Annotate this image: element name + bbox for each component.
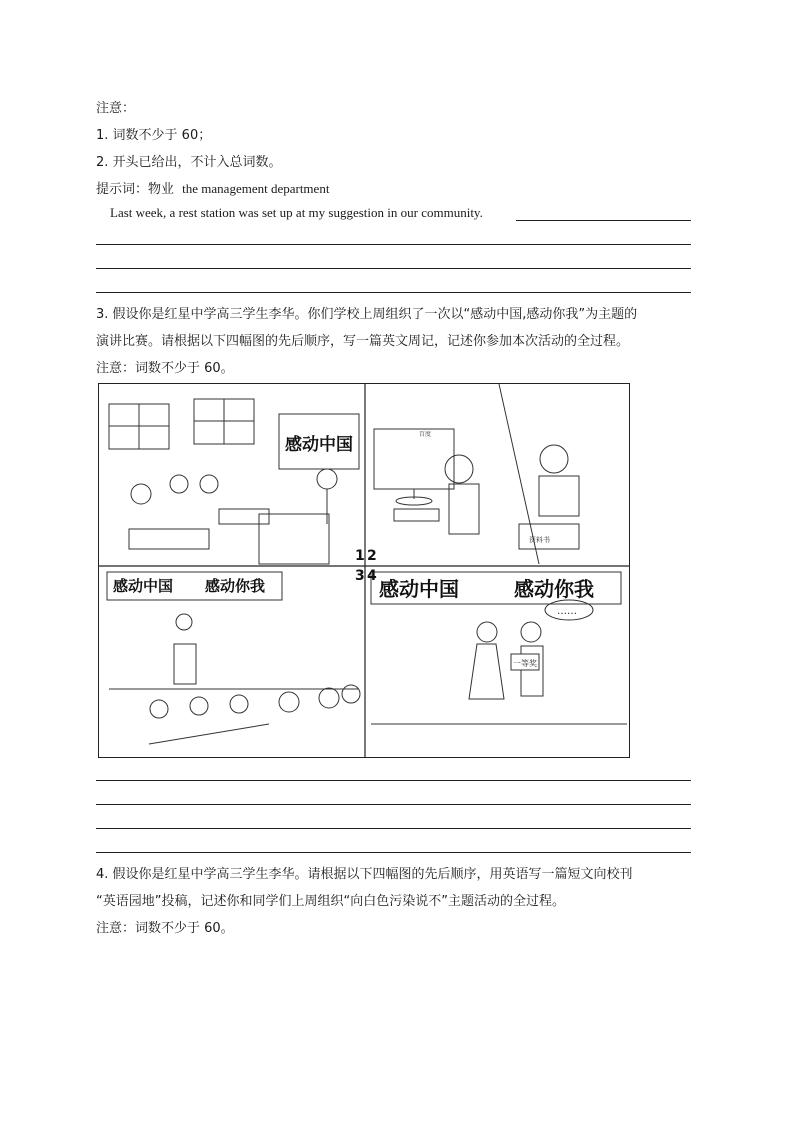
- banner-right: 感动你我: [205, 577, 266, 595]
- book-label: 资料书: [529, 536, 550, 544]
- answer-line[interactable]: [96, 852, 691, 853]
- comic-four-panels: [98, 383, 630, 758]
- answer-line[interactable]: [96, 804, 691, 805]
- opening-sentence: Last week, a rest station was set up at my suggestion in our community.: [110, 205, 483, 220]
- answer-line[interactable]: [96, 244, 691, 245]
- speech-bubble-text: ……: [557, 606, 577, 617]
- answer-line[interactable]: [96, 292, 691, 293]
- banner-left: 感动中国: [113, 577, 174, 595]
- answer-line[interactable]: [96, 780, 691, 781]
- panel-number-2: 2: [367, 548, 377, 564]
- q3-prompt-line2: 演讲比赛。请根据以下四幅图的先后顺序，写一篇英文周记，记述你参加本次活动的全过程。: [96, 334, 630, 349]
- note-opening-given: 2. 开头已给出，不计入总词数。: [96, 155, 282, 170]
- panel-3-speech: [107, 572, 360, 744]
- banner4-left: 感动中国: [379, 577, 459, 601]
- hint-label: 提示词：物业: [96, 182, 175, 197]
- certificate-text: 一等奖: [513, 659, 537, 668]
- q4-note: 注意：词数不少于 60。: [96, 921, 234, 936]
- q3-prompt-line1: 3. 假设你是红星中学高三学生李华。你们学校上周组织了一次以“感动中国,感动你我”为主题的: [96, 307, 638, 322]
- q3-note: 注意：词数不少于 60。: [96, 361, 234, 376]
- panel-number-3: 3: [355, 568, 365, 584]
- hint-english: the management department: [182, 181, 330, 196]
- answer-line[interactable]: [516, 220, 691, 221]
- answer-line[interactable]: [96, 828, 691, 829]
- monitor-label: 百度: [419, 431, 432, 438]
- panel-1-classroom: [109, 399, 359, 564]
- banner4-right: 感动你我: [514, 577, 594, 601]
- q4-prompt-line1: 4. 假设你是红星中学高三学生李华。请根据以下四幅图的先后顺序，用英语写一篇短文向校刊: [96, 867, 633, 882]
- hint-words: [96, 178, 329, 197]
- q4-prompt-line2: “英语园地”投稿，记述你和同学们上周组织“向白色污染说不”主题活动的全过程。: [96, 894, 565, 909]
- note-word-count: 1. 词数不少于 60；: [96, 128, 212, 143]
- answer-line[interactable]: [96, 268, 691, 269]
- board-text: 感动中国: [285, 435, 353, 455]
- notes-heading: 注意：: [96, 101, 136, 116]
- panel-number-4: 4: [367, 568, 377, 584]
- panel-number-1: 1: [355, 548, 365, 564]
